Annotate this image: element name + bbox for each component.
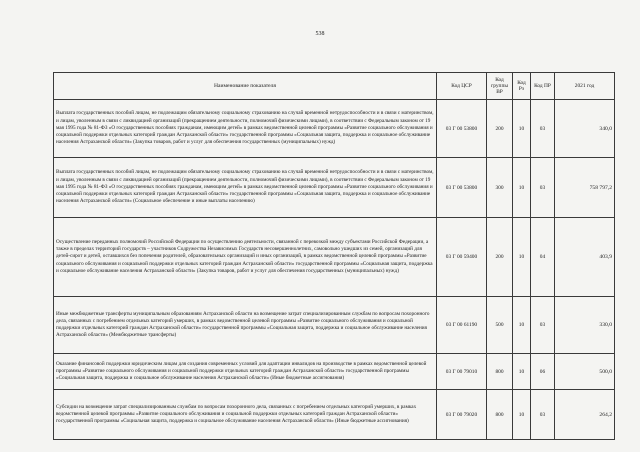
row-pr: 03 <box>531 158 555 218</box>
row-vr: 200 <box>487 218 513 297</box>
row-amount: 330,0 <box>555 297 615 354</box>
row-rz: 10 <box>513 158 531 218</box>
row-description: Субсидии на возмещение затрат специализированным службам по вопросам похоронного дела, связанных с погребением отдельных категорий умерших, в рамках ведомственной целевой программы «Развитие социального обслуживания и социальной поддержки отдельных категорий граждан Астраханской области» государственной программы «Социальная защита, поддержка и социальное обслуживание населения Астраханской области» (Иные бюджетные ассигнования) <box>54 390 437 440</box>
row-csr: 03 Г 00 59400 <box>437 218 487 297</box>
row-description: Выплата государственных пособий лицам, не подлежащим обязательному социальному страхованию на случай временной нетрудоспособности и в связи с материнством, и лицам, уволенным в связи с ликвидацией организаций (прекращением деятельности, полномочий физическими лицами), в соответствии с Федеральным законом от 19 мая 1995 года № 81-ФЗ «О государственных пособиях гражданам, имеющим детей» в рамках ведомственной целевой программы «Развитие социального обслуживания и социальной поддержки отдельных категорий граждан Астраханской области» государственной программы «Социальная защита, поддержка и социальное обслуживание населения Астраханской области» (Закупка товаров, работ и услуг для обеспечения государственных (муниципальных) нужд) <box>54 100 437 158</box>
row-pr: 03 <box>531 100 555 158</box>
row-amount: 264,2 <box>555 390 615 440</box>
table-header-row <box>54 73 615 100</box>
table-row <box>54 100 615 158</box>
row-rz: 10 <box>513 390 531 440</box>
header-pr: Код ПР <box>531 73 555 100</box>
row-amount: 500,0 <box>555 354 615 390</box>
page-number: 538 <box>315 31 325 37</box>
header-csr: Код ЦСР <box>437 73 487 100</box>
budget-table <box>53 72 615 440</box>
row-amount: 340,0 <box>555 100 615 158</box>
row-vr: 800 <box>487 354 513 390</box>
row-vr: 500 <box>487 297 513 354</box>
row-pr: 03 <box>531 297 555 354</box>
row-csr: 03 Г 00 61190 <box>437 297 487 354</box>
row-rz: 10 <box>513 100 531 158</box>
row-rz: 10 <box>513 297 531 354</box>
row-amount: 758 797,2 <box>555 158 615 218</box>
row-rz: 10 <box>513 354 531 390</box>
row-vr: 200 <box>487 100 513 158</box>
row-csr: 03 Г 00 79010 <box>437 354 487 390</box>
row-description: Осуществление переданных полномочий Российской Федерации по осуществлению деятельности, связанной с перевозкой между субъектами Российской Федерации, а также в пределах территорий государств – участников Содружества Независимых Государств несовершеннолетних, самовольно ушедших из семей, организаций для детей-сирот и детей, оставшихся без попечения родителей, образовательных организаций и иных организаций, в рамках ведомственной целевой программы «Развитие социального обслуживания и социальной поддержки отдельных категорий граждан Астраханской области» государственной программы «Социальная защита, поддержка и социальное обслуживание населения Астраханской области» (Закупка товаров, работ и услуг для обеспечения государственных (муниципальных) нужд) <box>54 218 437 297</box>
row-description: Выплата государственных пособий лицам, не подлежащим обязательному социальному страхованию на случай временной нетрудоспособности и в связи с материнством, и лицам, уволенным в связи с ликвидацией организаций (прекращением деятельности, полномочий физическими лицами), в соответствии с Федеральным законом от 19 мая 1995 года № 81-ФЗ «О государственных пособиях гражданам, имеющим детей» в рамках ведомственной целевой программы «Развитие социального обслуживания и социальной поддержки отдельных категорий граждан Астраханской области» государственной программы «Социальная защита, поддержка и социальное обслуживание населения Астраханской области» (Социальное обеспечение и иные выплаты населению) <box>54 158 437 218</box>
header-vr: Код группы ВР <box>487 73 513 100</box>
table-row <box>54 354 615 390</box>
row-csr: 03 Г 00 53800 <box>437 158 487 218</box>
row-pr: 04 <box>531 218 555 297</box>
row-pr: 03 <box>531 390 555 440</box>
row-vr: 800 <box>487 390 513 440</box>
row-csr: 03 Г 00 79020 <box>437 390 487 440</box>
row-description: Иные межбюджетные трансферты муниципальным образованиям Астраханской области на возмещение затрат специализированным службам по вопросам похоронного дела, связанных с погребением отдельных категорий умерших, в рамках ведомственной целевой программы «Развитие социального обслуживания и социальной поддержки отдельных категорий граждан Астраханской области» государственной программы «Социальная защита, поддержка и социальное обслуживание населения Астраханской области» (Межбюджетные трансферты) <box>54 297 437 354</box>
row-amount: 403,9 <box>555 218 615 297</box>
row-description: Оказание финансовой поддержки юридическим лицам для создания современных условий для адаптации инвалидов на производстве в рамках ведомственной целевой программы «Развитие социального обслуживания и социальной поддержки отдельных категорий граждан Астраханской области» государственной программы «Социальная защита, поддержка и социальное обслуживание населения Астраханской области» (Иные бюджетные ассигнования) <box>54 354 437 390</box>
row-rz: 10 <box>513 218 531 297</box>
table-row <box>54 297 615 354</box>
table-row <box>54 158 615 218</box>
header-year: 2021 год <box>555 73 615 100</box>
header-name: Наименование показателя <box>54 73 437 100</box>
row-pr: 06 <box>531 354 555 390</box>
table-row <box>54 218 615 297</box>
table-row <box>54 390 615 440</box>
row-vr: 300 <box>487 158 513 218</box>
header-rz: Код Рз <box>513 73 531 100</box>
row-csr: 03 Г 00 53800 <box>437 100 487 158</box>
